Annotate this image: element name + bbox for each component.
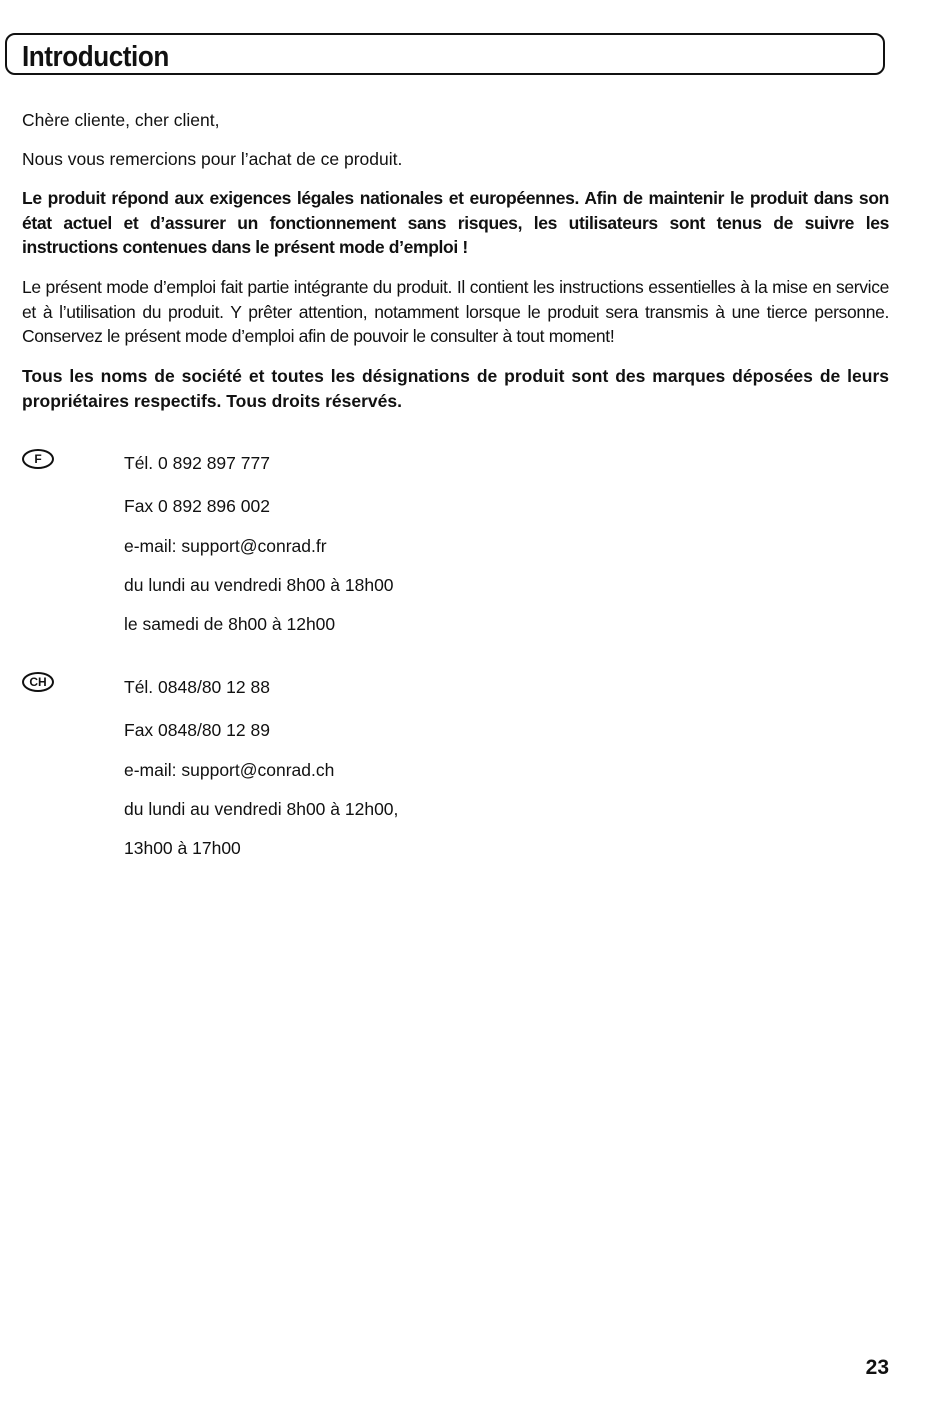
page-title: Introduction [22,41,169,73]
page-number: 23 [865,1356,889,1379]
ch-fax: Fax 0848/80 12 89 [124,720,270,740]
country-code-f-icon: F [22,449,54,469]
ch-email: e-mail: support@conrad.ch [124,760,335,780]
manual-note-paragraph: Le présent mode d’emploi fait partie intégrante du produit. Il contient les instructions essentielles à la mise en service et à l’utilisation du produit. Y prêter attention, notamment lorsque le produit sera transmis à une tierce personne. Conservez le présent mode d’emploi afin de pouvoir le consulter à tout moment! [22,277,889,346]
fr-email: e-mail: support@conrad.fr [124,536,327,556]
trademarks-paragraph: Tous les noms de société et toutes les désignations de produit sont des marques déposées de leurs propriétaires respectifs. Tous droits réservés. [22,366,889,411]
ch-hours-weekdays: du lundi au vendredi 8h00 à 12h00, [124,799,399,819]
section-title-box [5,33,885,75]
compliance-paragraph: Le produit répond aux exigences légales nationales et européennes. Afin de maintenir le produit dans son état actuel et d’assurer un fonctionnement sans risques, les utilisateurs sont tenus de suivre les instructions contenues dans le présent mode d’emploi ! [22,188,889,257]
country-code-ch-icon: CH [22,672,54,692]
fr-hours-saturday: le samedi de 8h00 à 12h00 [124,614,336,634]
greeting-text: Chère cliente, cher client, [22,110,220,130]
thanks-text: Nous vous remercions pour l’achat de ce produit. [22,149,403,169]
ch-phone: Tél. 0848/80 12 88 [124,677,270,697]
fr-phone: Tél. 0 892 897 777 [124,453,270,473]
ch-hours-afternoon: 13h00 à 17h00 [124,838,241,858]
fr-fax: Fax 0 892 896 002 [124,496,270,516]
fr-hours-weekdays: du lundi au vendredi 8h00 à 18h00 [124,575,394,595]
